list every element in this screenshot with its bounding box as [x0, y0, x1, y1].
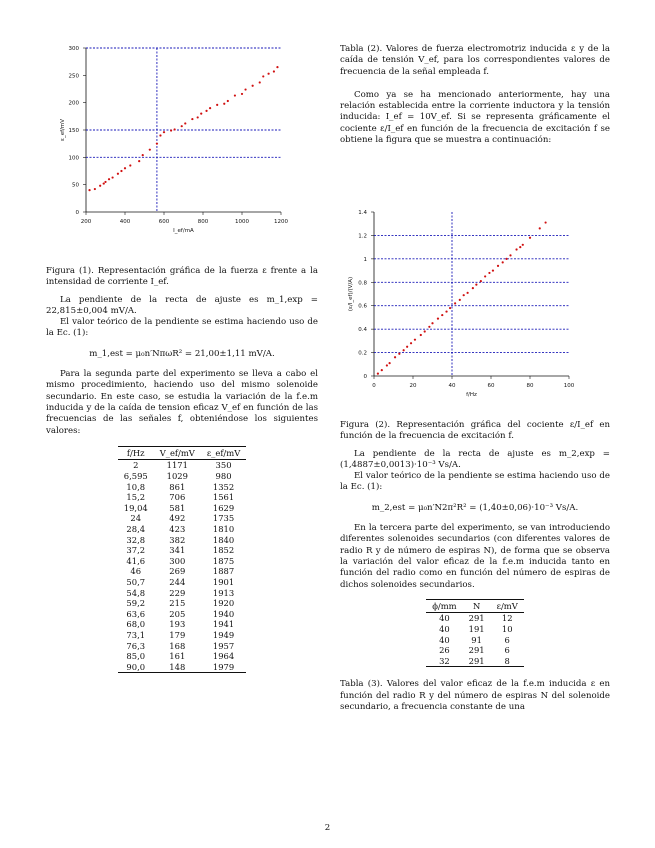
table-cell: 40: [439, 624, 450, 635]
data-point: [403, 349, 405, 351]
table-row: [118, 545, 247, 556]
table-cell: 1840: [212, 534, 235, 545]
data-point: [108, 178, 110, 180]
data-point: [273, 70, 275, 72]
data-point: [262, 75, 264, 77]
table-cell: 91: [471, 634, 482, 645]
table-cell: 10: [501, 624, 513, 635]
data-point: [386, 364, 388, 366]
data-point: [259, 81, 261, 83]
table-row: [118, 588, 247, 599]
data-point: [276, 66, 278, 68]
table-row: [118, 641, 247, 652]
y-tick-label: 100: [68, 155, 79, 162]
data-point: [522, 244, 524, 246]
table-cell: 73,1: [126, 629, 146, 640]
table-cell: 179: [169, 629, 186, 640]
table-cell: 980: [215, 471, 232, 482]
data-point: [138, 160, 140, 162]
table-cell: 50,7: [126, 576, 146, 587]
y-tick-label: 0.6: [358, 303, 367, 310]
data-point: [420, 334, 422, 336]
data-point: [120, 170, 122, 172]
table-cell: 24: [130, 513, 142, 524]
y-tick-label: 0.4: [358, 327, 367, 334]
equation-1: m_1,est = μ₀n′NπωR² = 21,00±1,11 mV/A.: [89, 348, 275, 359]
table-3-caption: Tabla (3). Valores del valor eficaz de la f.e.m inducida ε en función del radio R y del número de espiras N del solenoide secundario, a frecuencia constante de una: [340, 679, 610, 713]
table-row: [118, 556, 247, 567]
table-row: [118, 662, 247, 673]
x-tick-label: 0: [372, 383, 376, 389]
data-point: [104, 181, 106, 183]
table-row: [426, 645, 524, 656]
table-row: [118, 630, 247, 641]
table-row: [118, 598, 247, 609]
data-point: [431, 322, 433, 324]
x-tick-label: 100: [563, 383, 575, 389]
data-point: [424, 330, 426, 332]
table-cell: 37,2: [126, 545, 146, 556]
x-axis-label: f/Hz: [466, 392, 477, 398]
table-cell: 244: [169, 576, 186, 587]
data-point: [205, 110, 207, 112]
data-point: [414, 339, 416, 341]
data-point: [159, 134, 161, 136]
table-2-caption: Tabla (2). Valores de fuerza electromotriz inducida ε y de la caída de tensión V_ef, para los correspondientes valores de frecuencia de la señal empleada f.: [340, 44, 610, 77]
data-point: [124, 167, 126, 169]
table-row: [118, 482, 247, 493]
data-point: [449, 307, 451, 309]
data-point: [389, 362, 391, 364]
table-cell: 26: [439, 645, 450, 656]
x-tick-label: 200: [80, 219, 92, 225]
data-point: [227, 100, 229, 102]
table-cell: 10,8: [126, 481, 146, 492]
data-point: [184, 122, 186, 124]
x-tick-label: 80: [526, 383, 534, 389]
data-point: [103, 182, 105, 184]
data-point: [181, 125, 183, 127]
table-row: [426, 624, 524, 635]
left-column: [46, 266, 318, 673]
data-point: [174, 128, 176, 130]
data-point: [252, 85, 254, 87]
data-point: [94, 188, 96, 190]
table-cell: 706: [169, 492, 186, 503]
x-tick-label: 20: [409, 383, 417, 389]
data-point: [459, 299, 461, 301]
paragraph-slope-2: La pendiente de la recta de ajuste es m_2,exp = (1,4887±0,0013)·10⁻³ Vs/A.: [340, 448, 610, 470]
x-tick-label: 800: [197, 219, 209, 225]
table-cell: 15,2: [126, 492, 146, 503]
data-point: [441, 314, 443, 316]
table-cell: 6: [504, 645, 510, 656]
equation-2: m_2,est = μ₀n′N2π²R² = (1,40±0,06)·10⁻³ Vs/A.: [371, 502, 579, 513]
table-row: [118, 524, 247, 535]
y-tick-label: 1: [363, 256, 367, 263]
data-point: [209, 107, 211, 109]
table-cell: 1941: [212, 619, 235, 630]
table-3-header-0: ϕ/mm: [426, 599, 462, 613]
table-3: [426, 599, 524, 668]
table-cell: 68,0: [126, 619, 146, 630]
table-cell: 1875: [212, 555, 235, 566]
x-tick-label: 400: [119, 219, 131, 225]
table-row: [118, 577, 247, 588]
y-tick-label: 0: [75, 210, 79, 216]
y-tick-label: 0: [363, 374, 367, 380]
data-point: [191, 118, 193, 120]
y-axis-label: (ε/I_ef)/(V/A): [348, 276, 354, 312]
data-point: [480, 280, 482, 282]
data-point: [463, 294, 465, 296]
table-cell: 861: [169, 481, 186, 492]
data-point: [244, 88, 246, 90]
data-point: [241, 93, 243, 95]
data-point: [117, 173, 119, 175]
table-cell: 76,3: [126, 640, 146, 651]
y-tick-label: 150: [68, 128, 79, 134]
right-column-top: [340, 44, 610, 146]
table-cell: 2: [133, 460, 139, 471]
table-cell: 1913: [212, 587, 235, 598]
data-point: [156, 143, 158, 145]
data-point: [428, 326, 430, 328]
data-point: [454, 302, 456, 304]
table-cell: 191: [468, 624, 485, 635]
table-row: [118, 609, 247, 620]
paragraph-second-part: Para la segunda parte del experimento se lleva a cabo el mismo procedimiento, haciendo uso del mismo solenoide secundario. En este caso, se estudia la variación de la f.e.m inducida y de la caída de tension eficaz V_ef en función de las frecuencias de las señales f, obteniéndose los siguientes valores:: [46, 369, 318, 436]
data-point: [472, 287, 474, 289]
x-tick-label: 40: [448, 383, 456, 389]
table-cell: 1629: [212, 502, 235, 513]
y-tick-label: 0.8: [358, 280, 367, 287]
paragraph-theory-1: El valor teórico de la pendiente se estima haciendo uso de la Ec. (1):: [46, 317, 318, 339]
page-number: 2: [324, 823, 331, 833]
x-tick-label: 600: [158, 219, 170, 225]
table-cell: 1810: [212, 524, 235, 535]
table-row: [118, 513, 247, 524]
table-cell: 54,8: [126, 587, 146, 598]
data-point: [111, 176, 113, 178]
right-column-bottom: [340, 420, 610, 713]
data-point: [398, 353, 400, 355]
table-cell: 1887: [212, 566, 235, 577]
table-cell: 19,04: [123, 502, 148, 513]
data-point: [492, 269, 494, 271]
table-cell: 291: [468, 645, 485, 656]
table-cell: 28,4: [126, 524, 146, 535]
y-tick-label: 250: [68, 73, 79, 80]
table-cell: 8: [491, 656, 524, 667]
y-tick-label: 200: [68, 100, 79, 107]
data-point: [99, 185, 101, 187]
y-tick-label: 0.2: [358, 350, 367, 357]
table-row: [426, 613, 524, 624]
x-tick-label: 1000: [235, 219, 249, 225]
y-tick-label: 1.2: [358, 233, 367, 240]
data-point: [497, 265, 499, 267]
table-cell: 46: [130, 566, 142, 577]
table-cell: 85,0: [126, 651, 146, 662]
table-cell: 40: [439, 634, 450, 645]
data-point: [200, 113, 202, 115]
table-cell: 32: [426, 656, 462, 667]
data-point: [142, 154, 144, 156]
table-cell: 215: [169, 598, 186, 609]
data-point: [410, 342, 412, 344]
data-point: [197, 116, 199, 118]
table-cell: 350: [215, 460, 232, 471]
table-row: [118, 460, 247, 471]
table-cell: 423: [169, 524, 186, 535]
table-2-header-2: ε_ef/mV: [201, 446, 246, 460]
data-point: [216, 104, 218, 106]
table-cell: 1171: [166, 460, 188, 471]
data-point: [502, 261, 504, 263]
paragraph-slope-1: La pendiente de la recta de ajuste es m_1,exp = 22,815±0,004 mV/A.: [46, 294, 318, 316]
data-point: [509, 254, 511, 256]
table-cell: 193: [169, 619, 186, 630]
data-point: [519, 246, 521, 248]
data-point: [377, 373, 379, 375]
table-row: [118, 651, 247, 662]
data-point: [529, 237, 531, 239]
table-cell: 148: [154, 662, 201, 673]
data-point: [445, 310, 447, 312]
table-cell: 168: [169, 640, 186, 651]
table-3-header-2: ε/mV: [491, 599, 524, 613]
table-cell: 1735: [212, 513, 235, 524]
table-cell: 6,595: [123, 471, 148, 482]
table-cell: 1901: [212, 576, 235, 587]
table-cell: 1957: [212, 640, 235, 651]
table-cell: 12: [501, 613, 513, 624]
table-cell: 1940: [212, 608, 235, 619]
table-cell: 41,6: [126, 555, 146, 566]
data-point: [149, 149, 151, 151]
data-point: [234, 94, 236, 96]
table-cell: 161: [169, 651, 186, 662]
table-cell: 59,2: [126, 598, 146, 609]
table-cell: 32,8: [126, 534, 146, 545]
data-point: [406, 346, 408, 348]
data-point: [163, 131, 165, 133]
data-point: [515, 248, 517, 250]
data-point: [488, 272, 490, 274]
table-row: [118, 471, 247, 482]
table-cell: 1029: [166, 471, 188, 482]
data-point: [394, 356, 396, 358]
data-point: [381, 369, 383, 371]
figure-1-caption: Figura (1). Representación gráfica de la fuerza ε frente a la intensidad de corriente I_ef.: [46, 266, 318, 288]
table-cell: 1949: [212, 629, 235, 640]
table-cell: 300: [169, 555, 186, 566]
table-cell: 291: [468, 613, 485, 624]
table-2-header-1: V_ef/mV: [154, 446, 201, 460]
figure-2-chart: [342, 204, 582, 404]
y-tick-label: 50: [72, 182, 79, 189]
y-tick-label: 1.4: [358, 210, 367, 216]
table-row: [118, 492, 247, 503]
table-row: [118, 566, 247, 577]
table-cell: 90,0: [118, 662, 154, 673]
table-cell: 1852: [212, 545, 235, 556]
table-2-header-0: f/Hz: [118, 446, 154, 460]
data-point: [88, 189, 90, 191]
table-cell: 6: [504, 634, 510, 645]
table-row: [118, 619, 247, 630]
paragraph-theory-2: El valor teórico de la pendiente se estima haciendo uso de la Ec. (1):: [340, 471, 610, 493]
figure-1-chart: [56, 36, 306, 246]
data-point: [223, 103, 225, 105]
y-tick-label: 300: [68, 46, 79, 52]
data-point: [437, 318, 439, 320]
table-cell: 40: [439, 613, 450, 624]
data-point: [545, 221, 547, 223]
table-cell: 581: [169, 502, 186, 513]
table-cell: 341: [169, 545, 186, 556]
data-point: [170, 129, 172, 131]
data-point: [267, 73, 269, 75]
x-axis-label: I_ef/mA: [173, 228, 194, 234]
table-row: [118, 535, 247, 546]
table-cell: 229: [169, 587, 186, 598]
table-cell: 382: [169, 534, 186, 545]
table-row: [426, 656, 524, 667]
table-cell: 291: [463, 656, 491, 667]
table-cell: 1964: [212, 651, 235, 662]
table-row: [426, 635, 524, 646]
y-axis-label: ε_ef/mV: [60, 118, 66, 142]
table-2: [118, 446, 247, 673]
table-cell: 1920: [212, 598, 235, 609]
data-point: [484, 275, 486, 277]
table-cell: 1561: [212, 492, 235, 503]
data-point: [467, 292, 469, 294]
data-point: [129, 164, 131, 166]
paragraph-third-part: En la tercera parte del experimento, se van introduciendo diferentes solenoides secundarios (con diferentes valores de radio R y de número de espiras N), de forma que se observa la variación del valor eficaz de la f.e.m inducida tanto en función del radio como en función del número de espiras de dichos solenoides secundarios.: [340, 523, 610, 590]
table-cell: 1979: [201, 662, 246, 673]
data-point: [539, 227, 541, 229]
table-cell: 269: [169, 566, 186, 577]
table-cell: 205: [169, 608, 186, 619]
x-tick-label: 60: [487, 383, 495, 389]
x-tick-label: 1200: [274, 219, 288, 225]
table-cell: 1352: [212, 481, 235, 492]
data-point: [506, 258, 508, 260]
table-3-header-1: N: [463, 599, 491, 613]
paragraph-relation: Como ya se ha mencionado anteriormente, hay una relación establecida entre la corriente inductora y la tensión inducida: I_ef = 10V_ef. Si se representa gráficamente el cociente ε/I_ef en función de la frecuencia de excitación f se obtiene la figura que se muestra a continuación:: [340, 89, 610, 146]
table-cell: 492: [169, 513, 186, 524]
table-row: [118, 503, 247, 514]
figure-2-caption: Figura (2). Representación gráfica del cociente ε/I_ef en función de la frecuencia de excitación f.: [340, 420, 610, 442]
table-cell: 63,6: [126, 608, 146, 619]
data-point: [475, 284, 477, 286]
